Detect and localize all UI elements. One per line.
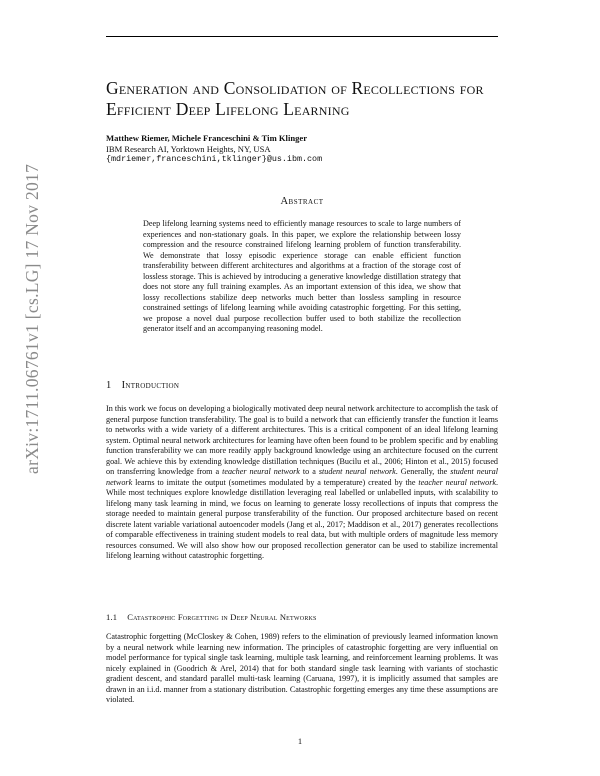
- paper-title: Generation and Consolidation of Recollections for Efficient Deep Lifelong Learning: [106, 78, 484, 119]
- intro-term-student: student neural network: [318, 467, 396, 476]
- arxiv-stamp[interactable]: arXiv:1711.06761v1 [cs.LG] 17 Nov 2017: [22, 163, 42, 474]
- intro-term-teacher: teacher neural network: [222, 467, 300, 476]
- subsection-number: 1.1: [106, 612, 118, 622]
- intro-text-a: In this work we focus on developing a biologically motivated deep neural network architecture to accomplish the task of general purpose function transferability. The goal is to build a network that can efficiently transfer the function it learns to networks with a wide variety of a different architectures. This is a critical component of an ideal lifelong learning system. Optimal neural network architectures for learning have often been found to be problem specific and by enabling function transferability we can more readily apply background knowledge using an architecture focused on the current goal. We achieve this by extending knowledge distillation techniques (Bucilu et al., 2006; Hinton et al., 2015) focused on transferring knowledge from a: [106, 404, 498, 476]
- intro-text-d: learns to imitate the output (sometimes modulated by a temperature) created by the: [132, 477, 419, 487]
- author-block: [106, 133, 486, 165]
- introduction-paragraph: [106, 404, 498, 562]
- intro-term-student-2: student neural network: [106, 467, 498, 487]
- abstract-text: Deep lifelong learning systems need to efficiently manage resources to scale to large numbers of experiences and non-stationary goals. In this paper, we explore the relationship between lossy compression and the resource constrained lifelong learning problem of function transferability. We demonstrate that lossy episodic experience storage can enable efficient function transferability between different architectures and algorithms at a fraction of the storage cost of lossless storage. This is achieved by introducing a generative knowledge distillation strategy that does not store any full training examples. As an important extension of this idea, we show that lossy recollections stabilize deep networks much better than lossless sampling in resource constrained settings of lifelong learning while avoiding catastrophic forgetting. For this setting, we propose a novel dual purpose recollection buffer used to both stabilize the recollection generator itself and an accompanying reasoning model.: [143, 219, 461, 333]
- page-number: 1: [297, 736, 303, 746]
- intro-term-teacher-2: teacher neural network: [418, 477, 496, 487]
- abstract-heading: Abstract: [280, 196, 324, 207]
- section-number: 1: [106, 380, 112, 391]
- header-rule: [106, 36, 498, 37]
- intro-text-b: to a: [299, 467, 319, 476]
- subsection-title: Catastrophic Forgetting in Deep Neural Networks: [127, 612, 317, 622]
- subsection-heading-catastrophic-forgetting: [106, 612, 317, 622]
- author-names: Matthew Riemer, Michele Franceschini & Tim Klinger: [106, 133, 308, 143]
- section-title: Introduction: [121, 380, 180, 391]
- intro-text-c: . Generally, the: [395, 467, 451, 476]
- section-heading-introduction: [106, 380, 179, 391]
- author-affiliation: IBM Research AI, Yorktown Heights, NY, USA: [106, 143, 271, 154]
- author-emails[interactable]: {mdriemer,franceschini,tklinger}@us.ibm.com: [106, 154, 323, 164]
- intro-text-e: . While most techniques explore knowledge distillation leveraging real labelled or unlabelled inputs, with scalability to lifelong many task learning in mind, we focus on learning to generate lossy recollections of inputs that compress the storage needed to maintain general purpose transferability of the function. Our proposed architecture based on recent discrete latent variable variational autoencoder models (Jang et al., 2017; Maddison et al., 2017) generates recollections of comparable effectiveness in training student models to real data, but with multiple orders of magnitude less memory resources consumed. We will also show how our proposed recollection generator can be used to stabilize incremental lifelong learning without catastrophic forgetting.: [106, 477, 498, 560]
- catastrophic-forgetting-paragraph: Catastrophic forgetting (McCloskey & Cohen, 1989) refers to the elimination of previously learned information known by a neural network while learning new information. The principles of catastrophic forgetting are very influential on model performance for typical single task learning, multiple task learning, and reinforcement learning problems. It was nicely explained in (Goodrich & Arel, 2014) that for both standard single task learning with variants of stochastic gradient descent, and standard parallel multi-task learning (Caruana, 1997), it is implicitly assumed that samples are drawn in an i.i.d. manner from a stationary distribution. Catastrophic forgetting emerges any time these assumptions are violated.: [106, 632, 498, 704]
